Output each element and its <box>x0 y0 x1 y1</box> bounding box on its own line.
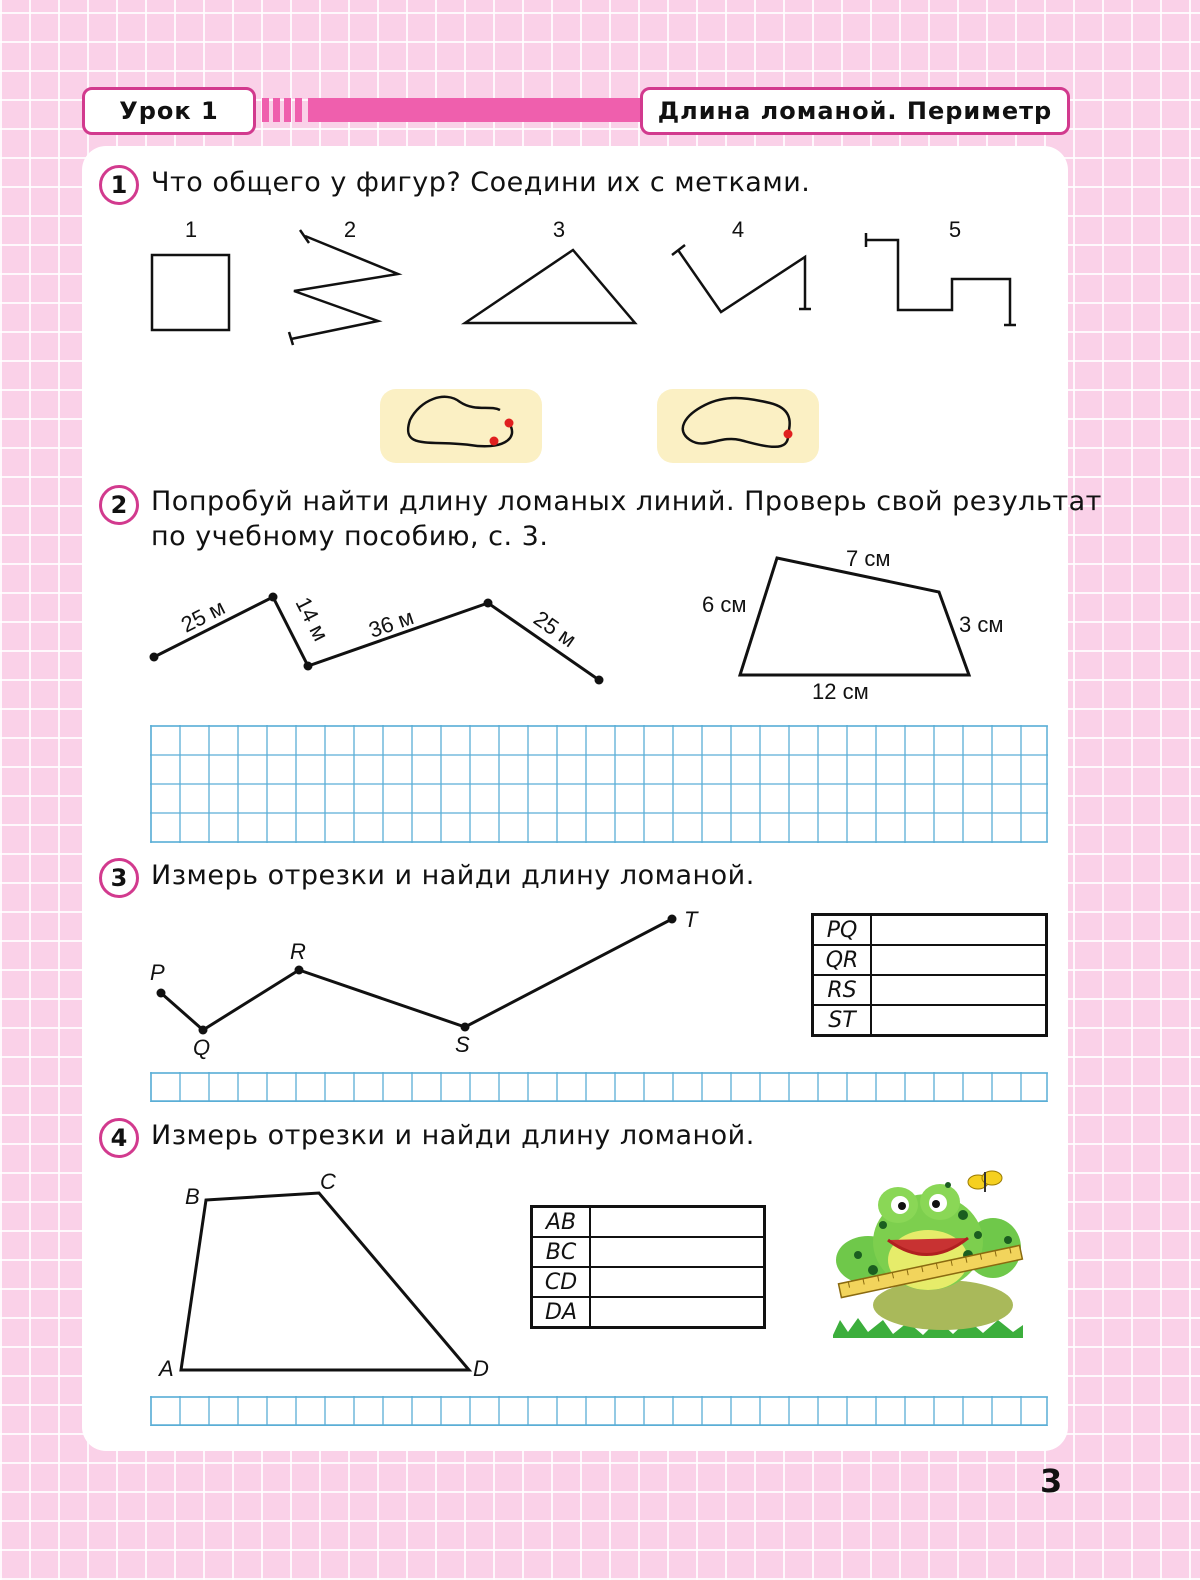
task2-number: 2 <box>99 485 139 525</box>
table-row <box>813 945 1047 975</box>
table-row <box>532 1267 765 1297</box>
task4-table <box>530 1205 766 1329</box>
page-number: 3 <box>1040 1462 1063 1500</box>
row-label: RS <box>813 975 872 1005</box>
table-row <box>813 1005 1047 1036</box>
task4-figure <box>0 1160 520 1390</box>
task2-answer-grid[interactable] <box>150 725 1048 843</box>
answer-cell[interactable] <box>871 975 1047 1005</box>
butterfly-icon <box>968 1171 1002 1192</box>
point-A: A <box>159 1356 174 1381</box>
figure-broken-5 <box>866 240 1010 325</box>
row-label: CD <box>532 1267 591 1297</box>
point-C: C <box>320 1169 336 1194</box>
row-label: PQ <box>813 915 872 946</box>
task2-line2: по учебному пособию, с. 3. <box>151 521 549 552</box>
task2-line1: Попробуй найти длину ломаных линий. Проверь свой результат <box>151 486 1102 517</box>
task3-figure <box>0 900 780 1065</box>
quad-bottom-label: 12 см <box>812 679 869 704</box>
task2-figures <box>0 540 1200 720</box>
point-T: T <box>684 907 698 932</box>
row-label: ST <box>813 1005 872 1036</box>
polyline-pqrst <box>161 919 672 1030</box>
answer-cell[interactable] <box>590 1207 765 1238</box>
seg-label-2: 14 м <box>290 592 334 646</box>
figure-label-2: 2 <box>343 217 357 242</box>
seg-label-1: 25 м <box>176 594 230 638</box>
frog-with-ruler-illustration <box>828 1160 1028 1340</box>
point-R: R <box>290 939 306 964</box>
answer-cell[interactable] <box>590 1267 765 1297</box>
figure-label-4: 4 <box>731 217 745 242</box>
task4-text: Измерь отрезки и найди длину ломаной. <box>151 1120 755 1151</box>
figure-square <box>152 255 229 330</box>
answer-cell[interactable] <box>871 915 1047 946</box>
lesson-label: Урок 1 <box>82 87 256 135</box>
label-closed-curve <box>657 389 819 463</box>
figure-broken-4 <box>678 250 805 312</box>
point-P: P <box>150 960 165 985</box>
point-B: B <box>185 1184 200 1209</box>
task3-text: Измерь отрезки и найди длину ломаной. <box>151 860 755 891</box>
quad-top-label: 7 см <box>846 546 891 571</box>
label-open-curve <box>380 389 542 463</box>
task4-number: 4 <box>99 1118 139 1158</box>
figure-label-1: 1 <box>184 217 198 242</box>
task1-number: 1 <box>99 165 139 205</box>
seg-label-3: 36 м <box>365 604 417 643</box>
table-row <box>813 975 1047 1005</box>
point-Q: Q <box>193 1035 211 1060</box>
quadrilateral-abcd <box>181 1193 469 1370</box>
quadrilateral-cm <box>740 558 969 675</box>
figure-triangle <box>465 250 635 323</box>
row-label: DA <box>532 1297 591 1328</box>
point-D: D <box>473 1356 489 1381</box>
figure-zigzag <box>291 236 398 339</box>
table-row <box>532 1237 765 1267</box>
answer-cell[interactable] <box>871 1005 1047 1036</box>
lesson-topic: Длина ломаной. Периметр <box>640 87 1070 135</box>
table-row <box>532 1207 765 1238</box>
task4-answer-grid[interactable] <box>150 1396 1048 1426</box>
row-label: BC <box>532 1237 591 1267</box>
answer-cell[interactable] <box>590 1297 765 1328</box>
task3-answer-grid[interactable] <box>150 1072 1048 1102</box>
row-label: AB <box>532 1207 591 1238</box>
task1-figures <box>0 0 1200 480</box>
task1-text: Что общего у фигур? Соедини их с метками. <box>151 167 811 198</box>
quad-right-label: 3 см <box>959 612 1004 637</box>
task3-table <box>811 913 1048 1037</box>
table-row <box>813 915 1047 946</box>
quad-left-label: 6 см <box>702 592 747 617</box>
table-row <box>532 1297 765 1328</box>
figure-label-5: 5 <box>948 217 962 242</box>
task3-number: 3 <box>99 858 139 898</box>
row-label: QR <box>813 945 872 975</box>
seg-label-4: 25 м <box>529 605 581 653</box>
point-S: S <box>455 1032 470 1057</box>
figure-label-3: 3 <box>552 217 566 242</box>
answer-cell[interactable] <box>590 1237 765 1267</box>
answer-cell[interactable] <box>871 945 1047 975</box>
